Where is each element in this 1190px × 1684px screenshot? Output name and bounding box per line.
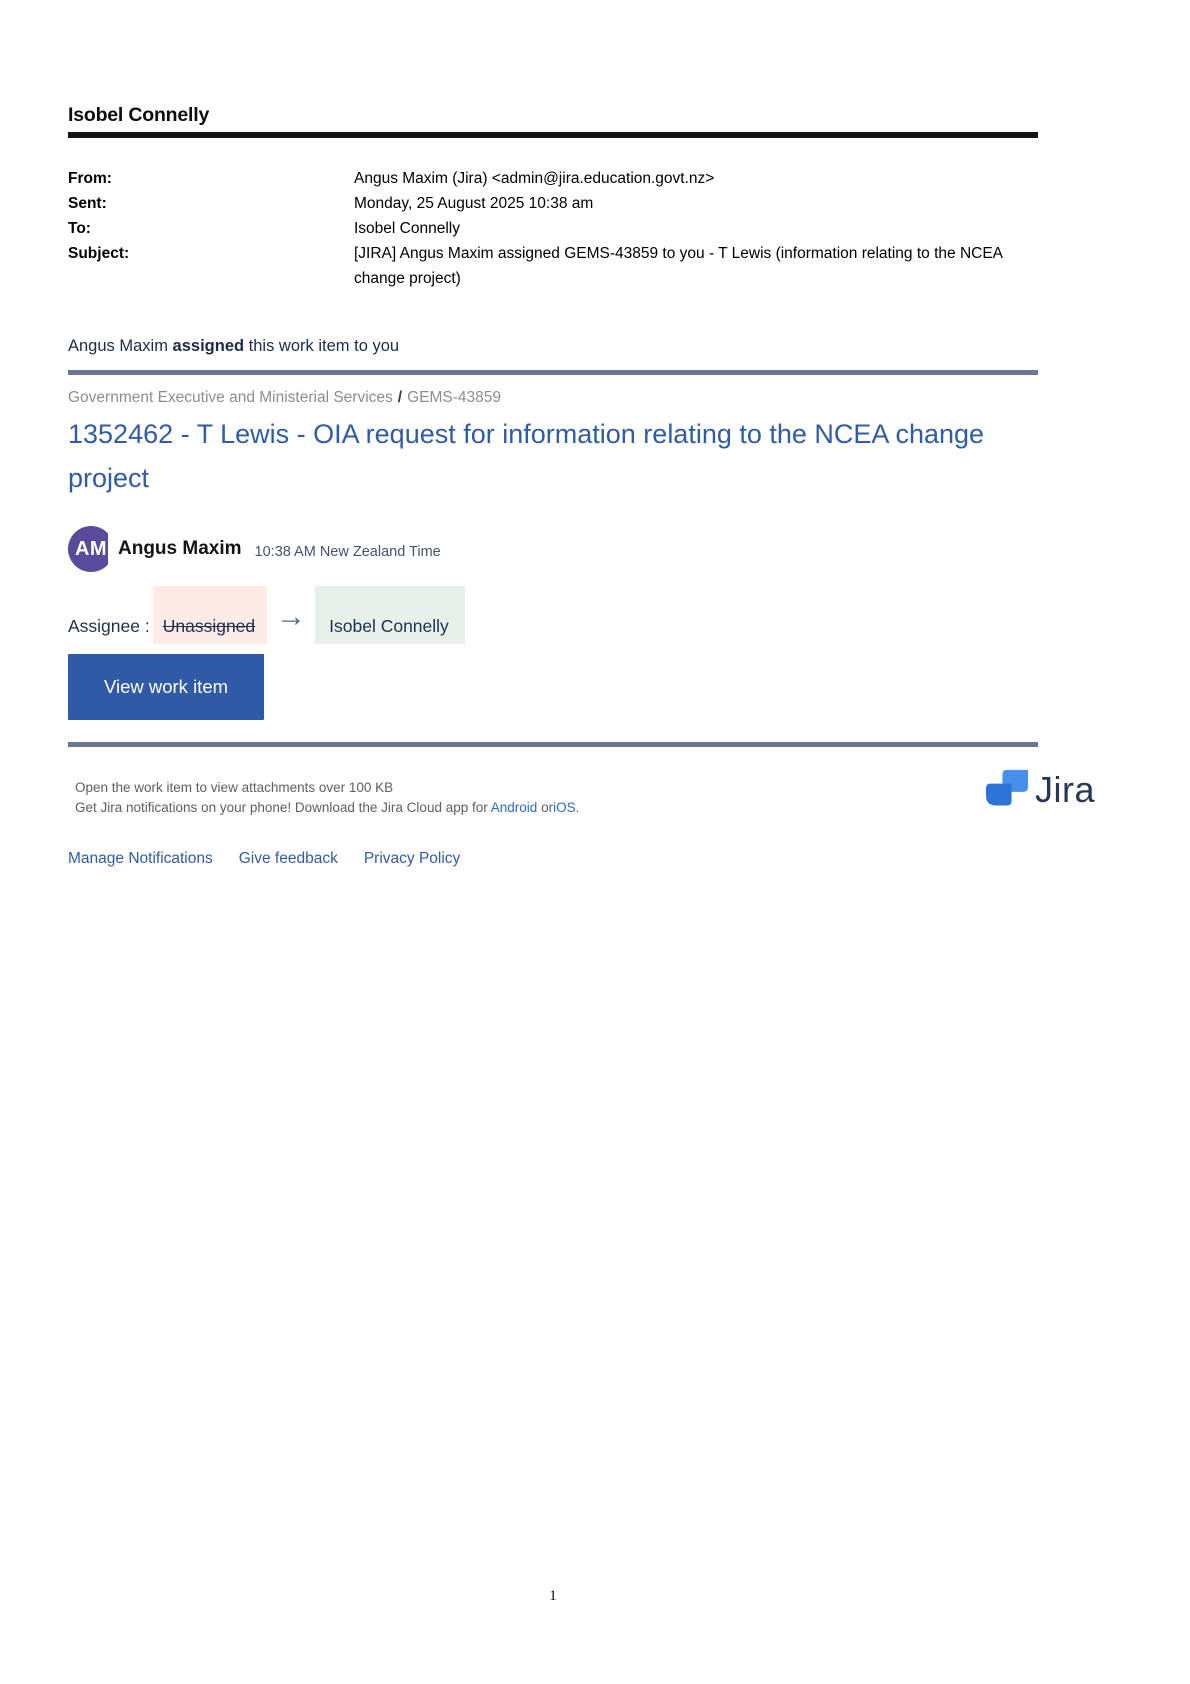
assignee-old-value: Unassigned [153, 586, 267, 644]
to-value: Isobel Connelly [354, 220, 460, 237]
intro-action: assigned [172, 337, 245, 355]
footer-links [68, 850, 1038, 868]
breadcrumb [68, 389, 1038, 407]
jira-logo[interactable] [986, 768, 1095, 812]
arrow-right-icon: → [276, 600, 307, 634]
manage-notifications-link[interactable]: Manage Notifications [68, 850, 213, 868]
email-page [68, 0, 1095, 868]
footer-app-note-suffix: . [575, 800, 580, 816]
header-field-subject [68, 241, 1038, 291]
recipient-heading: Isobel Connelly [68, 104, 1038, 138]
footer-attachments-note: Open the work item to view attachments over 100 KB [75, 780, 394, 796]
footer [68, 769, 1095, 818]
android-link[interactable]: Android [490, 800, 538, 816]
sent-value: Monday, 25 August 2025 10:38 am [354, 195, 594, 212]
footer-text [68, 778, 1038, 818]
divider-bottom [68, 742, 1038, 747]
comment-timestamp: 10:38 AM New Zealand Time [254, 543, 441, 560]
from-label: From: [68, 170, 112, 187]
breadcrumb-issue-key: GEMS-43859 [407, 389, 502, 406]
divider-top [68, 370, 1038, 375]
from-value: Angus Maxim (Jira) <admin@jira.education.govt.nz> [354, 170, 715, 187]
footer-app-note-prefix: Get Jira notifications on your phone! Download the Jira Cloud app for [75, 800, 488, 816]
to-label: To: [68, 220, 91, 237]
issue-title-link[interactable]: 1352462 - T Lewis - OIA request for information relating to the NCEA change project [68, 419, 985, 493]
ios-link[interactable]: iOS [553, 800, 576, 816]
avatar [68, 526, 108, 572]
footer-app-note [75, 798, 1038, 818]
sent-label: Sent: [68, 195, 107, 212]
assignee-field-label: Assignee : [68, 616, 150, 637]
avatar-initials: AM [68, 526, 108, 572]
subject-label: Subject: [68, 245, 130, 262]
intro-rest: this work item to you [248, 337, 400, 355]
intro-actor: Angus Maxim [68, 337, 168, 355]
footer-app-note-mid: or [541, 800, 554, 816]
jira-wordmark: Jira [1034, 769, 1095, 811]
view-work-item-button[interactable]: View work item [68, 654, 264, 720]
comment-header [68, 526, 1038, 572]
privacy-policy-link[interactable]: Privacy Policy [363, 850, 461, 868]
email-header-fields [68, 166, 1038, 291]
page-number: 1 [549, 1588, 557, 1604]
header-field-to [68, 216, 1038, 241]
assignee-new-value: Isobel Connelly [315, 586, 465, 644]
breadcrumb-separator: / [397, 389, 403, 406]
header-field-from [68, 166, 1038, 191]
give-feedback-link[interactable]: Give feedback [238, 850, 338, 868]
subject-value: [JIRA] Angus Maxim assigned GEMS-43859 to you - T Lewis (information relating to the NCEA change project) [354, 245, 1003, 287]
notification-intro [68, 337, 1038, 356]
comment-author: Angus Maxim [118, 538, 242, 560]
breadcrumb-project: Government Executive and Ministerial Services [68, 389, 393, 406]
jira-logo-icon [986, 768, 1028, 812]
assignee-change-row [68, 586, 1038, 644]
header-field-sent [68, 191, 1038, 216]
